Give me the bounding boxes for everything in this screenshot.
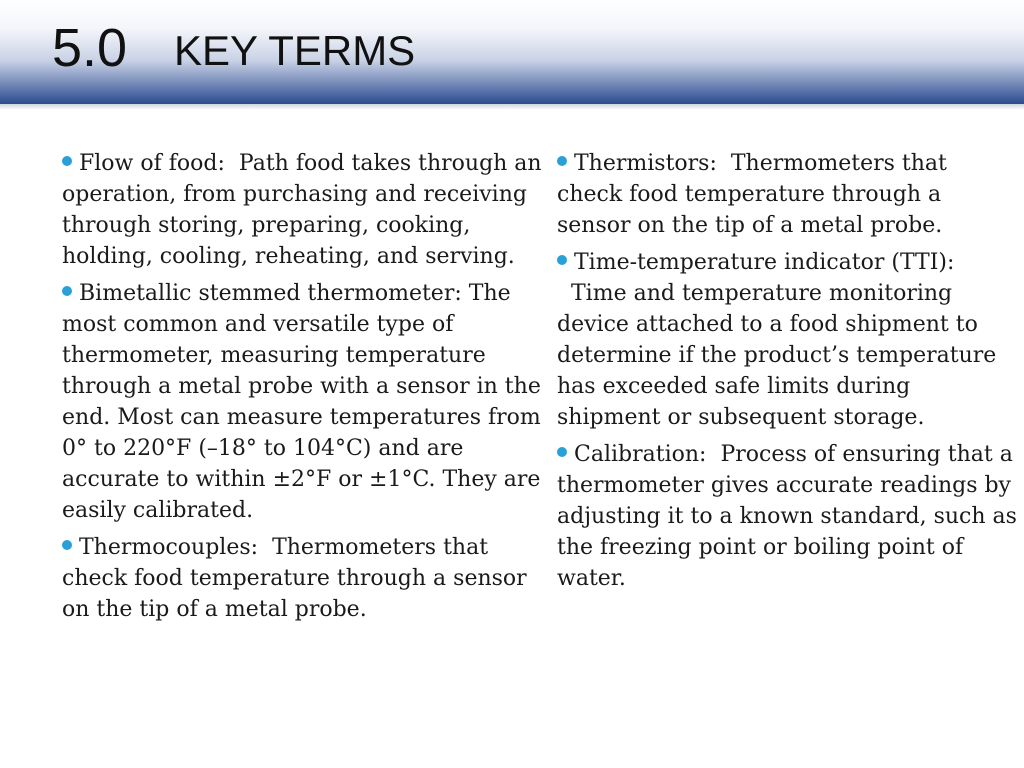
- title-bar: [0, 0, 1024, 104]
- title-bar-shadow: [0, 104, 1024, 110]
- bullet-icon: [62, 286, 72, 296]
- term-label: Calibration:: [574, 442, 707, 467]
- term-definition: Path food takes through an operation, from purchasing and receiving through storing, preparing, cooking, holding, cooling, reheating, and serving.: [62, 151, 542, 269]
- term-label: Time-temperature indicator (TTI):: [574, 250, 955, 275]
- key-term-item: [62, 278, 550, 526]
- term-label: Thermocouples:: [79, 535, 259, 560]
- term-definition: Process of ensuring that a thermometer gives accurate readings by adjusting it to a known standard, such as the freezing point or boiling point of water.: [557, 442, 1017, 591]
- key-term-item: [557, 439, 1019, 594]
- key-term-item: [557, 148, 1019, 241]
- term-definition: Time and temperature monitoring device attached to a food shipment to determine if the product’s temperature has exceeded safe limits during shipment or subsequent storage.: [557, 281, 997, 430]
- bullet-icon: [557, 156, 567, 166]
- term-label: Bimetallic stemmed thermometer:: [79, 281, 462, 306]
- bullet-icon: [557, 447, 567, 457]
- term-label: Flow of food:: [79, 151, 225, 176]
- slide-title: KEY TERMS: [174, 27, 416, 74]
- left-column: [62, 148, 550, 631]
- term-label: Thermistors:: [574, 151, 717, 176]
- bullet-icon: [557, 255, 567, 265]
- right-column: [557, 148, 1019, 600]
- term-definition: The most common and versatile type of thermometer, measuring temperature through a metal probe with a sensor in the end. Most can measure temperatures from 0° to 220°F (–18° to 104°C) and are accurate to within ±2°F or ±1°C. They are easily calibrated.: [62, 281, 541, 523]
- bullet-icon: [62, 540, 72, 550]
- section-number: 5.0: [52, 18, 128, 78]
- term-definition: Thermometers that check food temperature through a sensor on the tip of a metal probe.: [557, 151, 947, 238]
- key-term-item: [62, 532, 550, 625]
- key-term-item: [62, 148, 550, 272]
- bullet-icon: [62, 156, 72, 166]
- term-definition: Thermometers that check food temperature through a sensor on the tip of a metal probe.: [62, 535, 527, 622]
- key-term-item: [557, 247, 1019, 433]
